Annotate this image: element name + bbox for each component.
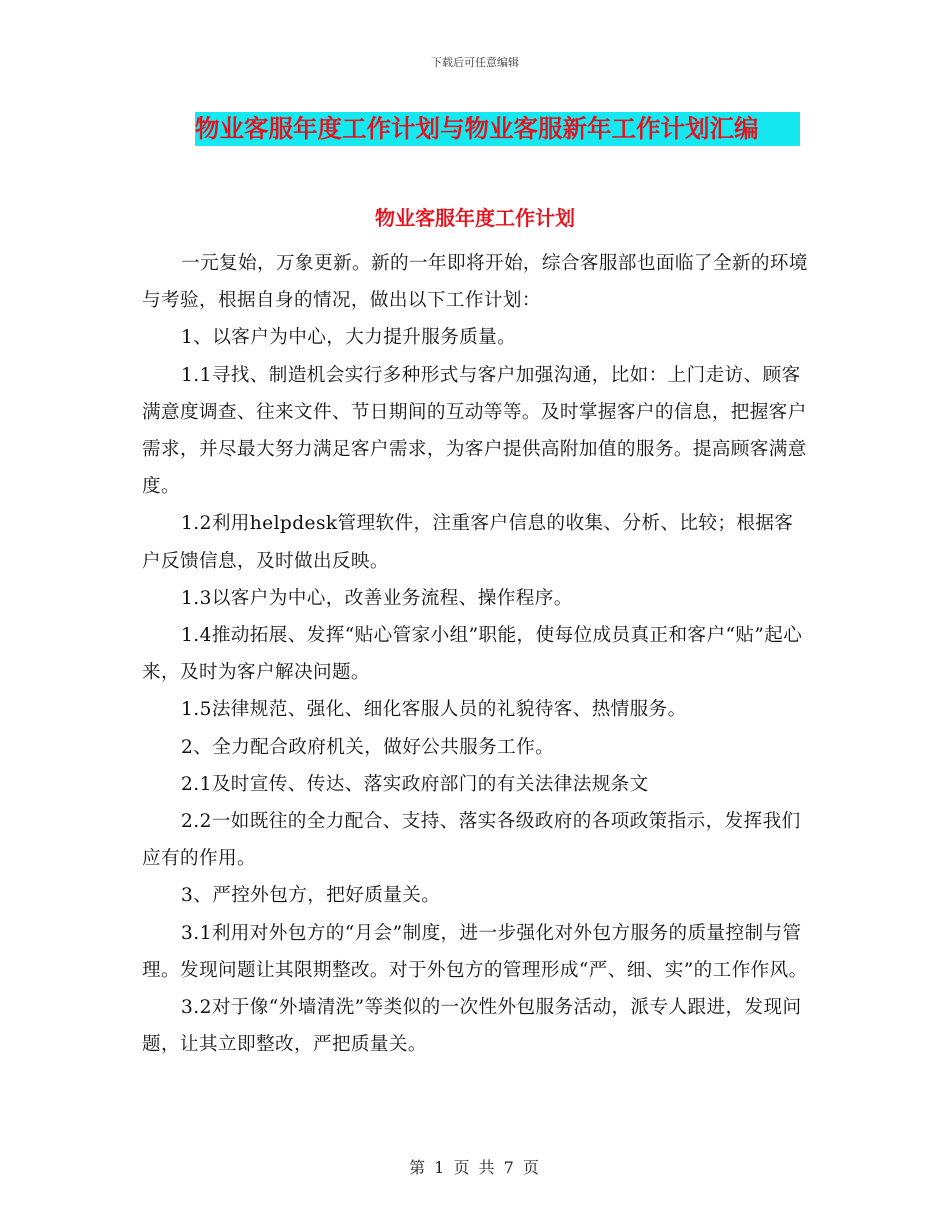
paragraph: 2.2一如既往的全力配合、支持、落实各级政府的各项政策指示，发挥我们应有的作用。 (142, 811, 801, 870)
paragraph: 一元复始，万象更新。新的一年即将开始，综合客服部也面临了全新的环境与考验，根据自身的情况，做出以下工作计划： (142, 253, 808, 312)
paragraph: 2、全力配合政府机关，做好公共服务工作。 (181, 736, 555, 758)
paragraph: 1.5法律规范、强化、细化客服人员的礼貌待客、热情服务。 (181, 699, 687, 721)
paragraph: 1.2利用helpdesk管理软件，注重客户信息的收集、分析、比较；根据客户反馈信息，及时做出反映。 (142, 513, 794, 572)
page-footer: 第 1 页 共 7 页 (409, 1158, 541, 1177)
paragraph: 1、以客户为中心，大力提升服务质量。 (181, 327, 517, 349)
paragraph: 1.4推动拓展、发挥“贴心管家小组”职能，使每位成员真正和客户“贴”起心来，及时为客户解决问题。 (142, 625, 803, 684)
document-body (142, 245, 812, 1063)
paragraph: 1.1寻找、制造机会实行多种形式与客户加强沟通，比如：上门走访、顾客满意度调查、往来文件、节日期间的互动等等。及时掌握客户的信息，把握客户需求，并尽最大努力满足客户需求，为客户提供高附加值的服务。提高顾客满意度。 (142, 364, 807, 498)
paragraph: 2.1及时宣传、传达、落实政府部门的有关法律法规条文 (181, 773, 649, 795)
paragraph: 1.3以客户为中心，改善业务流程、操作程序。 (181, 587, 573, 609)
document-title: 物业客服年度工作计划与物业客服新年工作计划汇编 (195, 112, 800, 146)
paragraph: 3、严控外包方，把好质量关。 (181, 885, 441, 907)
paragraph: 3.1利用对外包方的“月会”制度，进一步强化对外包方服务的质量控制与管理。发现问题让其限期整改。对于外包方的管理形成“严、细、实”的工作作风。 (142, 922, 808, 981)
page-header: 下载后可任意编辑 (431, 56, 519, 69)
section-title: 物业客服年度工作计划 (375, 206, 575, 230)
paragraph: 3.2对于像“外墙清洗”等类似的一次性外包服务活动，派专人跟进，发现问题，让其立即整改，严把质量关。 (142, 997, 802, 1056)
